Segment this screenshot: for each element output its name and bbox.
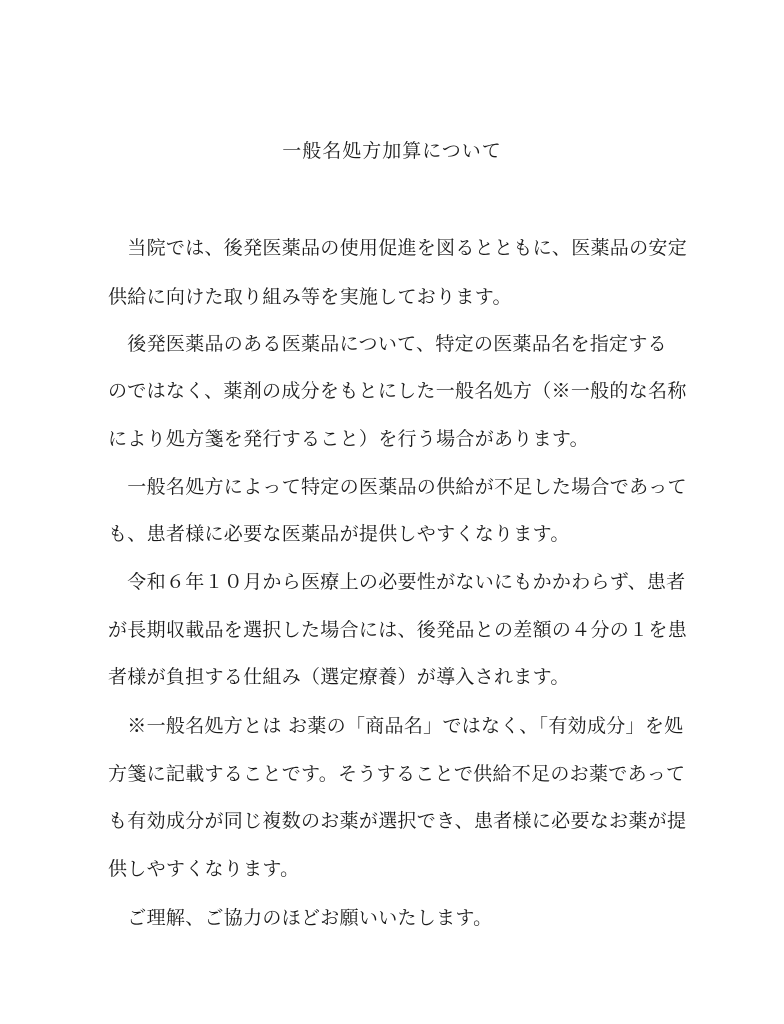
paragraph-line: 当院では、後発医薬品の使用促進を図るとともに、医薬品の安定 [108, 237, 688, 259]
paragraph-line: のではなく、薬剤の成分をもとにした一般名処方（※一般的な名称 [108, 380, 687, 402]
paragraph-line: が長期収載品を選択した場合には、後発品との差額の４分の１を患 [108, 619, 688, 641]
paragraph-line: ※一般名処方とは お薬の「商品名」ではなく、「有効成分」を処 [108, 715, 684, 737]
paragraph-line: 方箋に記載することです。そうすることで供給不足のお薬であって [108, 763, 686, 785]
page-title: 一般名処方加算について [282, 140, 502, 162]
paragraph-line: も有効成分が同じ複数のお薬が選択でき、患者様に必要なお薬が提 [108, 810, 687, 832]
paragraph-line: 令和６年１０月から医療上の必要性がないにもかかわらず、患者 [108, 571, 686, 593]
paragraph-line: 供給に向けた取り組み等を実施しております。 [108, 286, 512, 308]
paragraph-line: 後発医薬品のある医薬品について、特定の医薬品名を指定する [108, 333, 667, 355]
paragraph-line: 供しやすくなります。 [108, 858, 300, 880]
paragraph-line: 一般名処方によって特定の医薬品の供給が不足した場合であって [108, 476, 687, 498]
paragraph-line: も、患者様に必要な医薬品が提供しやすくなります。 [108, 523, 570, 545]
paragraph-line: により処方箋を発行すること）を行う場合があります。 [108, 428, 589, 450]
paragraph-line: ご理解、ご協力のほどお願いいたします。 [108, 907, 493, 929]
paragraph-line: 者様が負担する仕組み（選定療養）が導入されます。 [108, 666, 570, 688]
